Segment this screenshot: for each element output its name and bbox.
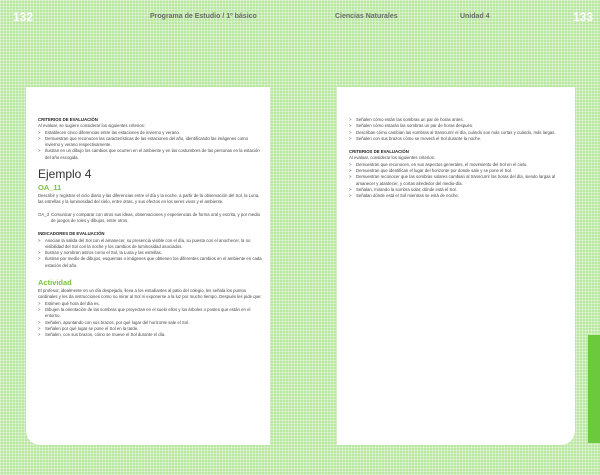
- list-item: > Demuestran que reconocen, en sus aspectos generales, el movimiento del Sol en el cielo.: [349, 162, 567, 168]
- list-item: > Señalen con sus brazos cómo se moverá el Sol durante la noche.: [349, 136, 567, 142]
- oa-reference: [38, 212, 262, 225]
- left-page: [26, 87, 270, 445]
- page-edge-tab: [588, 335, 600, 443]
- indicators-title: INDICADORES DE EVALUACIÓN: [38, 231, 105, 237]
- right-page-content: [349, 117, 567, 200]
- list-item: > Demuestran que identifican el lugar del horizonte por donde sale y se pone el Sol.: [349, 168, 567, 174]
- criteria-title: CRITERIOS DE EVALUACIÓN: [349, 149, 409, 155]
- right-page: [337, 87, 575, 445]
- activity-title: Actividad: [38, 278, 72, 288]
- indicators-list: [38, 238, 262, 269]
- page-number-right: 133: [573, 10, 594, 24]
- unit-title: Unidad 4: [460, 13, 490, 20]
- subject-title: Ciencias Naturales: [335, 13, 398, 20]
- list-item: > Estimen qué hora del día es.: [38, 301, 262, 307]
- oa-code: OA_11: [38, 183, 62, 193]
- oa-reference-code: OA_d: [38, 211, 49, 217]
- list-item: > Señalen cómo estarán las sombras un par de horas después.: [349, 123, 567, 129]
- page-number-left: 132: [13, 10, 34, 24]
- list-item: > Demuestran reconocer que las sombras solares cambian al transcurrir las horas del día, siendo largas al amanecer y atardecer, y cortas alrededor del medio-día.: [349, 174, 567, 187]
- list-item: > Señalen cómo están las sombras un par de horas antes.: [349, 117, 567, 123]
- list-item: > Señalan dónde está el Sol mientras se está de noche.: [349, 193, 567, 199]
- list-item: > Describan cómo cambian las sombras al transcurrir el día, cuándo son más cortas y cuándo, más largas.: [349, 130, 567, 136]
- left-page-content: [38, 117, 262, 338]
- list-item: > Señalen por qué lugar se pone el Sol en la tarde.: [38, 326, 262, 332]
- activity-list-continued: [349, 117, 567, 142]
- oa-description: Describir y registrar el ciclo diario y las diferencias entre el día y la noche, a partir de la observación del Sol, la Luna, las estrellas y la luminosidad del cielo, entre otras, y sus efectos en los seres vivos y el ambiente.: [38, 193, 260, 205]
- list-item: > Demuestran que reconocen las características de las estaciones del año, identificando las imágenes como invierno y verano respectivamente.: [38, 136, 262, 149]
- list-item: > Señalen, apuntando con sus brazos, por qué lugar del horizonte sale el Sol.: [38, 320, 262, 326]
- program-title: Programa de Estudio / 1º básico: [150, 13, 257, 20]
- list-item: > Asocian la salida del Sol con el amanecer, su presencia visible con el día, su puesta con el anochecer, la no visibilidad del Sol con la noche y los cambios de luminosidad asociados.: [38, 238, 262, 251]
- example-title: Ejemplo 4: [38, 167, 92, 182]
- activity-list: [38, 301, 262, 339]
- criteria-list: [38, 130, 262, 161]
- list-item: > Establecen cinco diferencias entre las estaciones de invierno y verano.: [38, 130, 262, 136]
- list-item: > Ilustran en un dibujo los cambios que ocurren en el ambiente y en las costumbres de las personas en la estación del año escogida.: [38, 148, 262, 161]
- list-item: > Dibujen la orientación de las sombras que proyectan en el suelo ellos y los árboles o postes que están en el entorno.: [38, 307, 262, 320]
- list-item: > Ilustran y nombran astros como el Sol, la Luna y las estrellas.: [38, 250, 262, 256]
- criteria-intro: Al evaluar, considerar los siguientes criterios:: [349, 155, 435, 161]
- list-item: > Ilustran por medio de dibujos, esquemas o imágenes que obtienen los diferentes cambios en el ambiente en cada estación del año.: [38, 256, 262, 269]
- criteria-title: CRITERIOS DE EVALUACIÓN: [38, 117, 98, 122]
- oa-reference-text: Comunicar y comparar con otros sus ideas, observaciones y experiencias de forma oral y escrita, y por medio de juegos de roles y dibujos, entre otros.: [51, 211, 260, 223]
- criteria-intro: Al evaluar, se sugiere considerar los siguientes criterios:: [38, 123, 145, 129]
- criteria-list: [349, 162, 567, 200]
- activity-description: El profesor, idealmente en un día despejado, lleva a los estudiantes al patio del colegio, les señala los puntos cardinales y les da instrucciones como no mirar al Sol ni exponerse a la luz por mucho tiempo. Después les pide que:: [38, 288, 262, 300]
- list-item: > Señalen, con sus brazos, cómo se mueve el Sol durante el día.: [38, 332, 262, 338]
- list-item: > Señalan, mirando la sombra solar, dónde está el Sol.: [349, 187, 567, 193]
